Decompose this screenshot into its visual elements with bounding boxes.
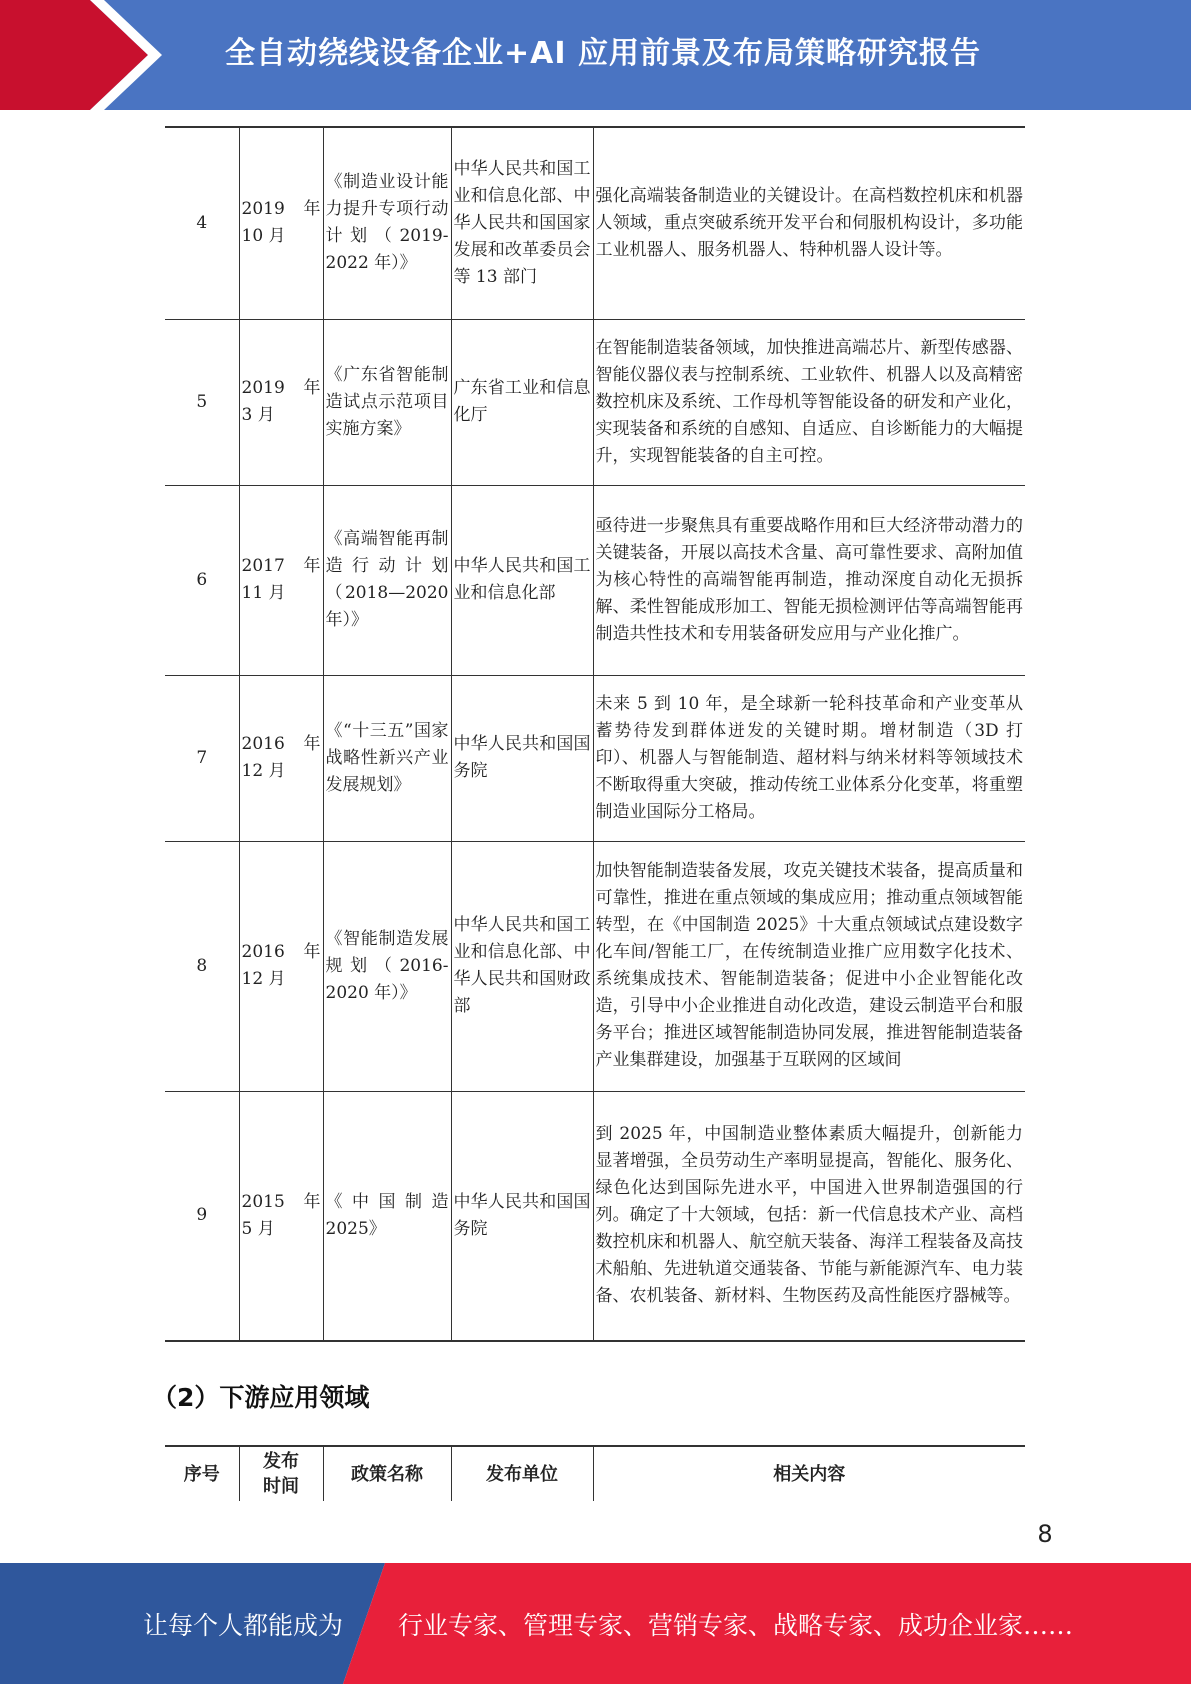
table-row [165,485,1025,675]
footer-slogan-left: 让每个人都能成为 [143,1611,344,1640]
table-row [165,127,1025,319]
publish-date: 2019 年 10 月 [239,127,323,319]
issuing-body: 中华人民共和国工业和信息化部、中华人民共和国财政部 [451,841,593,1091]
table-header-row [165,1446,1025,1501]
related-content: 到 2025 年，中国制造业整体素质大幅提升，创新能力显著增强，全员劳动生产率明显提高，智能化、服务化、绿色化达到国际先进水平，中国进入世界制造强国的行列。确定了十大领域，包括：新一代信息技术产业、高档数控机床和机器人、航空航天装备、海洋工程装备及高技术船舶、先进轨道交通装备、节能与新能源汽车、电力装备、农机装备、新材料、生物医药及高性能医疗器械等。 [593,1091,1025,1341]
issuing-body: 中华人民共和国工业和信息化部 [451,485,593,675]
publish-date: 2019 年 3 月 [239,319,323,485]
row-number: 6 [165,485,239,675]
issuing-body: 中华人民共和国工业和信息化部、中华人民共和国国家发展和改革委员会等 13 部门 [451,127,593,319]
publish-date: 2016 年 12 月 [239,841,323,1091]
policy-name: 《制造业设计能力提升专项行动计划（2019-2022 年）》 [323,127,451,319]
footer-slogan-right: 行业专家、管理专家、营销专家、战略专家、成功企业家…… [398,1611,1074,1640]
page-number: 8 [1037,1520,1053,1548]
table-row [165,675,1025,841]
row-number: 8 [165,841,239,1091]
publish-date: 2016 年 12 月 [239,675,323,841]
publish-date: 2015 年 5 月 [239,1091,323,1341]
page-header [0,0,1191,110]
policy-table [165,126,1025,1342]
policy-name: 《中国制造 2025》 [323,1091,451,1341]
table-row [165,1091,1025,1341]
policy-name: 《广东省智能制造试点示范项目实施方案》 [323,319,451,485]
related-content: 在智能制造装备领域，加快推进高端芯片、新型传感器、智能仪器仪表与控制系统、工业软件、机器人以及高精密数控机床及系统、工作母机等智能设备的研发和产业化，实现装备和系统的自感知、自适应、自诊断能力的大幅提升，实现智能装备的自主可控。 [593,319,1025,485]
publish-date: 2017 年 11 月 [239,485,323,675]
section-title: （2）下游应用领域 [152,1383,370,1412]
table-row [165,841,1025,1091]
header-number: 序号 [165,1446,239,1501]
header-title: 全自动绕线设备企业+AI 应用前景及布局策略研究报告 [225,36,981,71]
related-content: 亟待进一步聚焦具有重要战略作用和巨大经济带动潜力的关键装备，开展以高技术含量、高可靠性要求、高附加值为核心特性的高端智能再制造，推动深度自动化无损拆解、柔性智能成形加工、智能无损检测评估等高端智能再制造共性技术和专用装备研发应用与产业化推广。 [593,485,1025,675]
header-issuer: 发布单位 [451,1446,593,1501]
policy-name: 《“十三五”国家战略性新兴产业发展规划》 [323,675,451,841]
header-date-label: 发布时间 [263,1451,299,1497]
header-content: 相关内容 [593,1446,1025,1501]
row-number: 4 [165,127,239,319]
row-number: 7 [165,675,239,841]
page-footer [0,1563,1191,1684]
row-number: 9 [165,1091,239,1341]
table-row [165,319,1025,485]
policy-name: 《高端智能再制造行动计划（2018—2020 年）》 [323,485,451,675]
policy-name: 《智能制造发展规划（2016-2020 年）》 [323,841,451,1091]
header-date [239,1446,323,1501]
downstream-policy-table-header [165,1445,1025,1501]
issuing-body: 广东省工业和信息化厅 [451,319,593,485]
related-content: 加快智能制造装备发展，攻克关键技术装备，提高质量和可靠性，推进在重点领域的集成应用；推动重点领域智能转型，在《中国制造 2025》十大重点领域试点建设数字化车间/智能工厂，在传统制造业推广应用数字化技术、系统集成技术、智能制造装备；促进中小企业智能化改造，引导中小企业推进自动化改造，建设云制造平台和服务平台；推进区域智能制造协同发展，推进智能制造装备产业集群建设，加强基于互联网的区域间 [593,841,1025,1091]
issuing-body: 中华人民共和国国务院 [451,675,593,841]
row-number: 5 [165,319,239,485]
header-policy-name: 政策名称 [323,1446,451,1501]
related-content: 未来 5 到 10 年，是全球新一轮科技革命和产业变革从蓄势待发到群体迸发的关键时期。增材制造（3D 打印）、机器人与智能制造、超材料与纳米材料等领域技术不断取得重大突破，推动传统工业体系分化变革，将重塑制造业国际分工格局。 [593,675,1025,841]
issuing-body: 中华人民共和国国务院 [451,1091,593,1341]
related-content: 强化高端装备制造业的关键设计。在高档数控机床和机器人领域，重点突破系统开发平台和伺服机构设计，多功能工业机器人、服务机器人、特种机器人设计等。 [593,127,1025,319]
